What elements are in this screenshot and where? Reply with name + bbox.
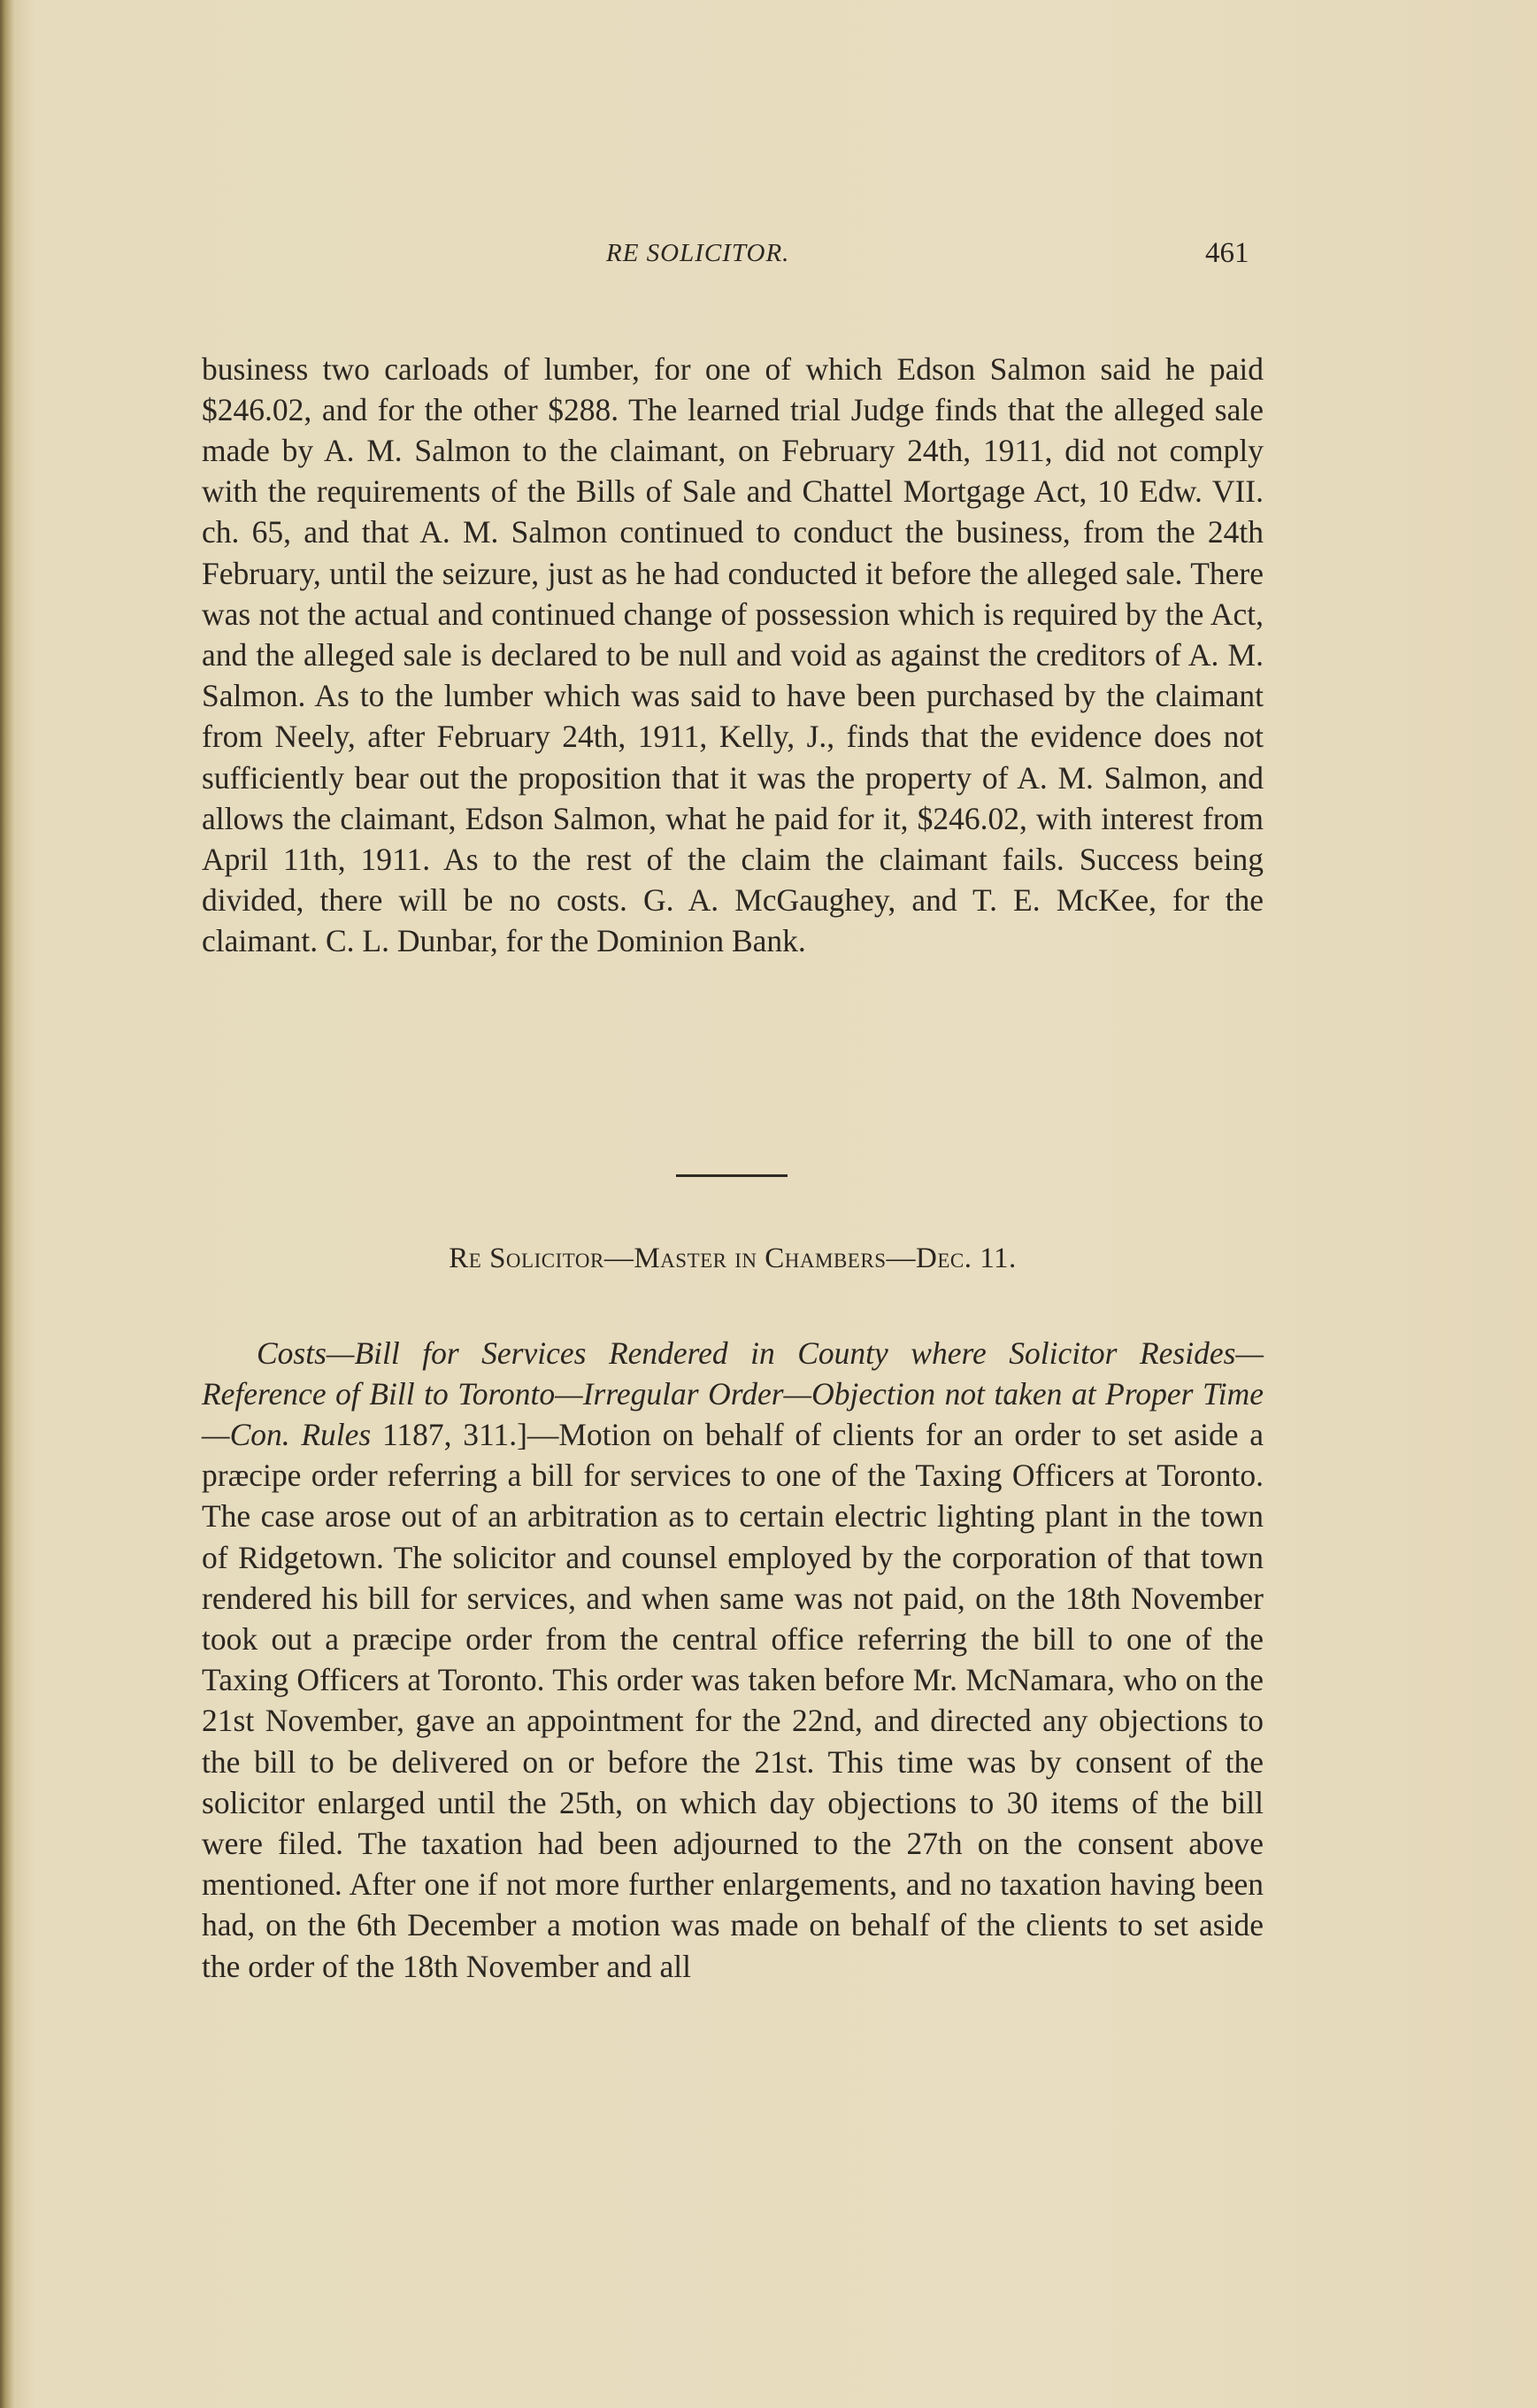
section-divider [676,1174,788,1177]
case-paragraph [202,1333,1264,1987]
running-head: RE SOLICITOR. [606,239,790,267]
case-heading: Re Solicitor—Master in Chambers—Dec. 11. [449,1242,1017,1274]
case-headnote: Costs—Bill for Services Rendered in County where Solicitor Resides—Reference of Bill to Toronto—Irregular Order—Objection not taken at Proper Time—Con. Rules [202,1335,1264,1452]
case-body: Motion on behalf of clients for an order to set aside a præcipe order referring a bill for services to one of the Taxing Officers at Toronto. The case arose out of an arbitration as to certain electric lighting plant in the town of Ridgetown. The solicitor and counsel employed by the corporation of that town rendered his bill for services, and when same was not paid, on the 18th November took out a præcipe order from the central office referring the bill to one of the Taxing Officers at Toronto. This order was taken before Mr. McNamara, who on the 21st November, gave an appointment for the 22nd, and directed any objections to the bill to be delivered on or before the 21st. This time was by consent of the solicitor enlarged until the 25th, on which day objections to 30 items of the bill were filed. The taxation had been adjourned to the 27th on the consent above mentioned. After one if not more further enlargements, and no taxation having been had, on the 6th December a motion was made on behalf of the clients to set aside the order of the 18th November and all [202,1416,1264,1984]
continued-paragraph: business two carloads of lumber, for one of which Edson Salmon said he paid $246.02, and for the other $288. The learned trial Judge finds that the alleged sale made by A. M. Salmon to the claimant, on February 24th, 1911, did not comply with the requirements of the Bills of Sale and Chattel Mortgage Act, 10 Edw. VII. ch. 65, and that A. M. Salmon continued to conduct the business, from the 24th February, until the seizure, just as he had conducted it before the alleged sale. There was not the actual and continued change of possession which is required by the Act, and the alleged sale is declared to be null and void as against the creditors of A. M. Salmon. As to the lumber which was said to have been purchased by the claimant from Neely, after February 24th, 1911, Kelly, J., finds that the evidence does not sufficiently bear out the proposition that it was the property of A. M. Salmon, and allows the claimant, Edson Salmon, what he paid for it, $246.02, with interest from April 11th, 1911. As to the rest of the claim the claimant fails. Success being divided, there will be no costs. G. A. McGaughey, and T. E. McKee, for the claimant. C. L. Dunbar, for the Dominion Bank. [202,350,1264,959]
page-number: 461 [1205,237,1249,269]
rules-cited: 1187, 311.]— [371,1416,559,1452]
page-header [204,232,1265,276]
